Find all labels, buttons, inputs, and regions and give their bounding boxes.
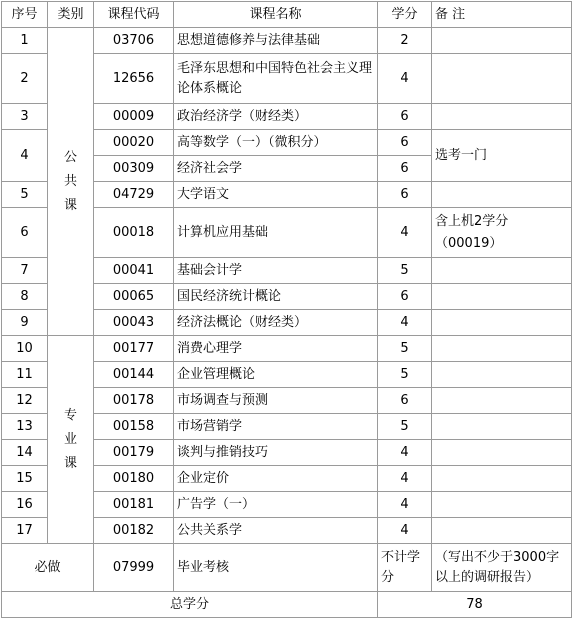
- name-cell: 广告学（一）: [174, 492, 378, 518]
- seq-cell: 1: [2, 28, 48, 54]
- note-cell: [432, 440, 572, 466]
- seq-cell: 8: [2, 284, 48, 310]
- code-cell: 00158: [94, 414, 174, 440]
- name-cell: 高等数学（一）（微积分）: [174, 130, 378, 156]
- note-cell: [432, 54, 572, 104]
- name-cell: 大学语文: [174, 182, 378, 208]
- note-cell: 含上机2学分（00019）: [432, 208, 572, 258]
- credit-cell: 5: [378, 362, 432, 388]
- code-cell: 00144: [94, 362, 174, 388]
- seq-cell: 5: [2, 182, 48, 208]
- seq-cell: 17: [2, 518, 48, 544]
- credit-cell: 6: [378, 130, 432, 156]
- name-cell: 经济法概论（财经类）: [174, 310, 378, 336]
- note-cell: [432, 310, 572, 336]
- credit-cell: 4: [378, 310, 432, 336]
- note-cell: [432, 182, 572, 208]
- header-note: 备 注: [432, 2, 572, 28]
- code-cell: 00178: [94, 388, 174, 414]
- course-table: [1, 1, 572, 618]
- note-cell: [432, 28, 572, 54]
- category-char: 业: [63, 431, 77, 447]
- seq-cell: 11: [2, 362, 48, 388]
- note-cell: [432, 414, 572, 440]
- name-cell: 企业管理概论: [174, 362, 378, 388]
- credit-cell: 4: [378, 466, 432, 492]
- credit-cell: 6: [378, 388, 432, 414]
- note-cell: [432, 284, 572, 310]
- code-cell: 04729: [94, 182, 174, 208]
- header-row: [2, 2, 572, 28]
- note-cell: [432, 388, 572, 414]
- credit-cell: 5: [378, 336, 432, 362]
- total-value: 78: [378, 592, 572, 618]
- total-row: [2, 592, 572, 618]
- header-credit: 学分: [378, 2, 432, 28]
- note-cell: [432, 336, 572, 362]
- category-char: 共: [63, 173, 77, 189]
- credit-cell: 4: [378, 54, 432, 104]
- category-major-cell: [48, 336, 94, 544]
- name-cell: 市场调查与预测: [174, 388, 378, 414]
- name-cell: 思想道德修养与法律基础: [174, 28, 378, 54]
- total-label: 总学分: [2, 592, 378, 618]
- credit-cell: 5: [378, 414, 432, 440]
- credit-cell: 6: [378, 104, 432, 130]
- name-cell: 谈判与推销技巧: [174, 440, 378, 466]
- required-credit: 不计学分: [378, 544, 432, 592]
- required-row: [2, 544, 572, 592]
- header-seq: 序号: [2, 2, 48, 28]
- required-name: 毕业考核: [174, 544, 378, 592]
- code-cell: 00041: [94, 258, 174, 284]
- name-cell: 毛泽东思想和中国特色社会主义理论体系概论: [174, 54, 378, 104]
- note-cell: 选考一门: [432, 130, 572, 182]
- seq-cell: 6: [2, 208, 48, 258]
- code-cell: 00018: [94, 208, 174, 258]
- note-cell: [432, 492, 572, 518]
- name-cell: 市场营销学: [174, 414, 378, 440]
- note-cell: [432, 362, 572, 388]
- seq-cell: 16: [2, 492, 48, 518]
- credit-cell: 4: [378, 492, 432, 518]
- seq-cell: 9: [2, 310, 48, 336]
- seq-cell: 10: [2, 336, 48, 362]
- header-name: 课程名称: [174, 2, 378, 28]
- credit-cell: 5: [378, 258, 432, 284]
- seq-cell: 3: [2, 104, 48, 130]
- category-char: 专: [63, 407, 77, 423]
- credit-cell: 2: [378, 28, 432, 54]
- seq-cell: 12: [2, 388, 48, 414]
- required-note: （写出不少于3000字以上的调研报告）: [432, 544, 572, 592]
- seq-cell: 14: [2, 440, 48, 466]
- name-cell: 企业定价: [174, 466, 378, 492]
- name-cell: 消费心理学: [174, 336, 378, 362]
- note-cell: [432, 258, 572, 284]
- credit-cell: 4: [378, 208, 432, 258]
- credit-cell: 6: [378, 156, 432, 182]
- category-char: 公: [63, 149, 77, 165]
- table-row: [2, 28, 572, 54]
- seq-cell: 4: [2, 130, 48, 182]
- required-code: 07999: [94, 544, 174, 592]
- table-row: [2, 336, 572, 362]
- required-label: 必做: [2, 544, 94, 592]
- seq-cell: 13: [2, 414, 48, 440]
- note-cell: [432, 518, 572, 544]
- code-cell: 00179: [94, 440, 174, 466]
- code-cell: 00009: [94, 104, 174, 130]
- seq-cell: 2: [2, 54, 48, 104]
- name-cell: 基础会计学: [174, 258, 378, 284]
- header-category: 类别: [48, 2, 94, 28]
- category-char: 课: [63, 197, 77, 213]
- category-char: 课: [63, 455, 77, 471]
- code-cell: 00043: [94, 310, 174, 336]
- seq-cell: 7: [2, 258, 48, 284]
- header-code: 课程代码: [94, 2, 174, 28]
- name-cell: 计算机应用基础: [174, 208, 378, 258]
- name-cell: 国民经济统计概论: [174, 284, 378, 310]
- code-cell: 03706: [94, 28, 174, 54]
- note-cell: [432, 466, 572, 492]
- code-cell: 00065: [94, 284, 174, 310]
- seq-cell: 15: [2, 466, 48, 492]
- note-cell: [432, 104, 572, 130]
- category-public-cell: [48, 28, 94, 336]
- code-cell: 12656: [94, 54, 174, 104]
- code-cell: 00182: [94, 518, 174, 544]
- code-cell: 00309: [94, 156, 174, 182]
- code-cell: 00020: [94, 130, 174, 156]
- code-cell: 00177: [94, 336, 174, 362]
- code-cell: 00180: [94, 466, 174, 492]
- credit-cell: 6: [378, 182, 432, 208]
- credit-cell: 4: [378, 440, 432, 466]
- credit-cell: 6: [378, 284, 432, 310]
- name-cell: 经济社会学: [174, 156, 378, 182]
- code-cell: 00181: [94, 492, 174, 518]
- name-cell: 政治经济学（财经类）: [174, 104, 378, 130]
- credit-cell: 4: [378, 518, 432, 544]
- name-cell: 公共关系学: [174, 518, 378, 544]
